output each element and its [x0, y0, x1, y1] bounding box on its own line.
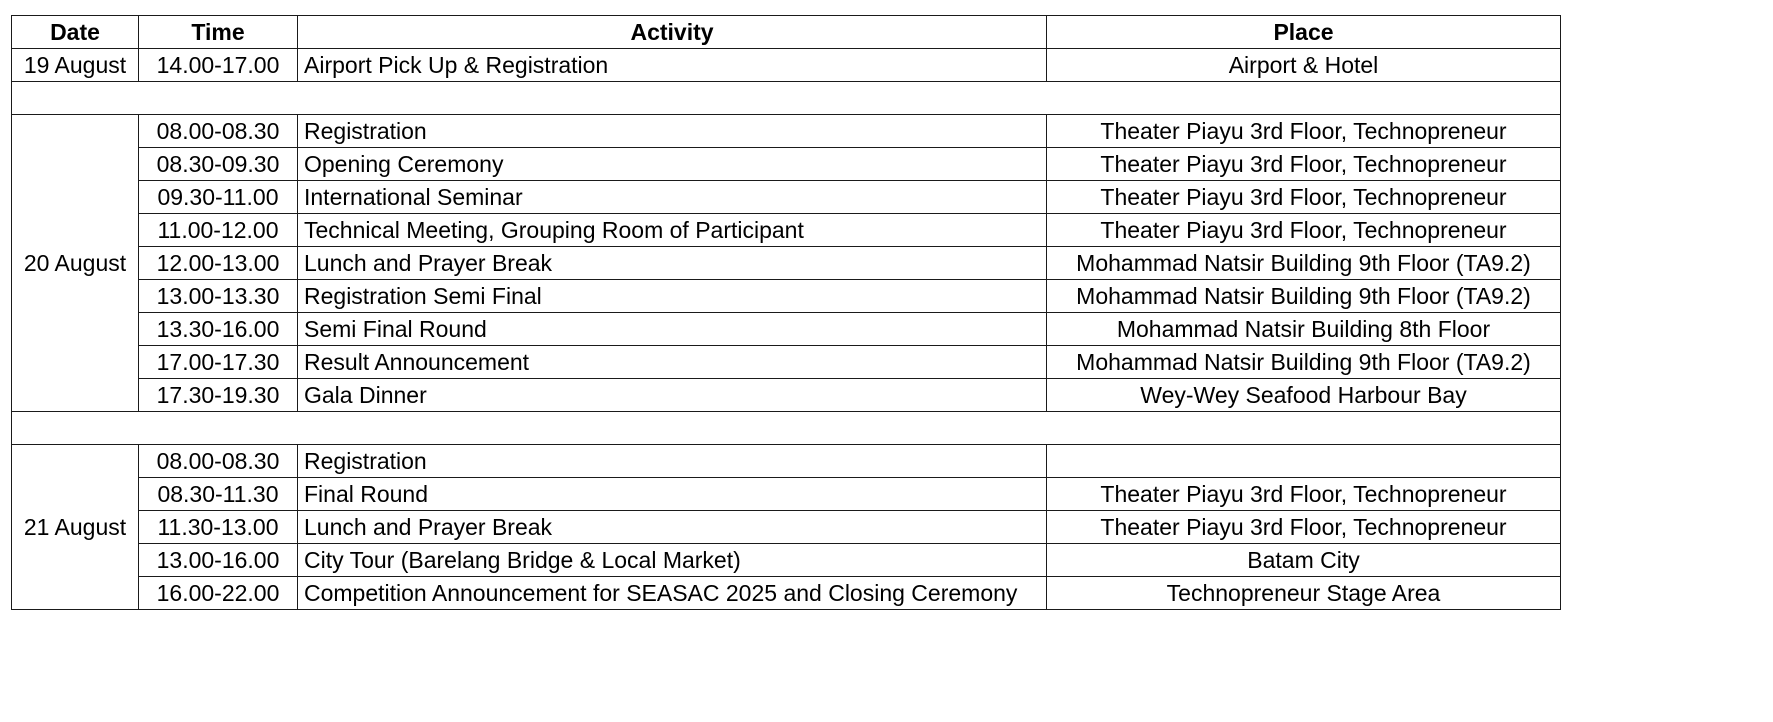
table-row [12, 346, 1561, 379]
time-cell: 11.00-12.00 [139, 214, 298, 247]
table-row [12, 49, 1561, 82]
table-row [12, 247, 1561, 280]
activity-cell: Airport Pick Up & Registration [298, 49, 1047, 82]
place-cell: Mohammad Natsir Building 8th Floor [1047, 313, 1561, 346]
place-cell: Wey-Wey Seafood Harbour Bay [1047, 379, 1561, 412]
table-row [12, 214, 1561, 247]
table-row [12, 181, 1561, 214]
spacer-row [12, 412, 1561, 445]
activity-cell: Final Round [298, 478, 1047, 511]
activity-cell: City Tour (Barelang Bridge & Local Market) [298, 544, 1047, 577]
activity-cell: Lunch and Prayer Break [298, 247, 1047, 280]
header-date: Date [12, 16, 139, 49]
table-row [12, 478, 1561, 511]
place-cell: Theater Piayu 3rd Floor, Technopreneur [1047, 214, 1561, 247]
header-activity: Activity [298, 16, 1047, 49]
place-cell: Batam City [1047, 544, 1561, 577]
header-place: Place [1047, 16, 1561, 49]
time-cell: 08.00-08.30 [139, 445, 298, 478]
time-cell: 13.00-13.30 [139, 280, 298, 313]
table-row [12, 577, 1561, 610]
spacer-row [12, 82, 1561, 115]
place-cell: Mohammad Natsir Building 9th Floor (TA9.2) [1047, 247, 1561, 280]
place-cell: Theater Piayu 3rd Floor, Technopreneur [1047, 478, 1561, 511]
spacer-cell [12, 412, 1561, 445]
place-cell: Mohammad Natsir Building 9th Floor (TA9.2) [1047, 346, 1561, 379]
header-row [12, 16, 1561, 49]
time-cell: 17.00-17.30 [139, 346, 298, 379]
date-cell: 20 August [12, 115, 139, 412]
place-cell [1047, 445, 1561, 478]
activity-cell: Registration [298, 445, 1047, 478]
schedule-table [11, 15, 1561, 610]
activity-cell: Opening Ceremony [298, 148, 1047, 181]
place-cell: Theater Piayu 3rd Floor, Technopreneur [1047, 115, 1561, 148]
activity-cell: Competition Announcement for SEASAC 2025 and Closing Ceremony [298, 577, 1047, 610]
table-row [12, 445, 1561, 478]
time-cell: 17.30-19.30 [139, 379, 298, 412]
time-cell: 11.30-13.00 [139, 511, 298, 544]
table-row [12, 544, 1561, 577]
activity-cell: Technical Meeting, Grouping Room of Participant [298, 214, 1047, 247]
activity-cell: Result Announcement [298, 346, 1047, 379]
time-cell: 08.30-09.30 [139, 148, 298, 181]
table-row [12, 115, 1561, 148]
activity-cell: Lunch and Prayer Break [298, 511, 1047, 544]
place-cell: Mohammad Natsir Building 9th Floor (TA9.2) [1047, 280, 1561, 313]
activity-cell: Semi Final Round [298, 313, 1047, 346]
time-cell: 12.00-13.00 [139, 247, 298, 280]
table-row [12, 280, 1561, 313]
place-cell: Theater Piayu 3rd Floor, Technopreneur [1047, 148, 1561, 181]
table-row [12, 313, 1561, 346]
table-row [12, 148, 1561, 181]
time-cell: 13.00-16.00 [139, 544, 298, 577]
time-cell: 13.30-16.00 [139, 313, 298, 346]
activity-cell: Registration Semi Final [298, 280, 1047, 313]
table-row [12, 511, 1561, 544]
place-cell: Technopreneur Stage Area [1047, 577, 1561, 610]
date-cell: 21 August [12, 445, 139, 610]
time-cell: 09.30-11.00 [139, 181, 298, 214]
time-cell: 16.00-22.00 [139, 577, 298, 610]
place-cell: Airport & Hotel [1047, 49, 1561, 82]
time-cell: 14.00-17.00 [139, 49, 298, 82]
spacer-cell [12, 82, 1561, 115]
date-cell: 19 August [12, 49, 139, 82]
activity-cell: Gala Dinner [298, 379, 1047, 412]
place-cell: Theater Piayu 3rd Floor, Technopreneur [1047, 511, 1561, 544]
time-cell: 08.00-08.30 [139, 115, 298, 148]
activity-cell: Registration [298, 115, 1047, 148]
header-time: Time [139, 16, 298, 49]
table-row [12, 379, 1561, 412]
time-cell: 08.30-11.30 [139, 478, 298, 511]
schedule-body [12, 49, 1561, 610]
place-cell: Theater Piayu 3rd Floor, Technopreneur [1047, 181, 1561, 214]
activity-cell: International Seminar [298, 181, 1047, 214]
